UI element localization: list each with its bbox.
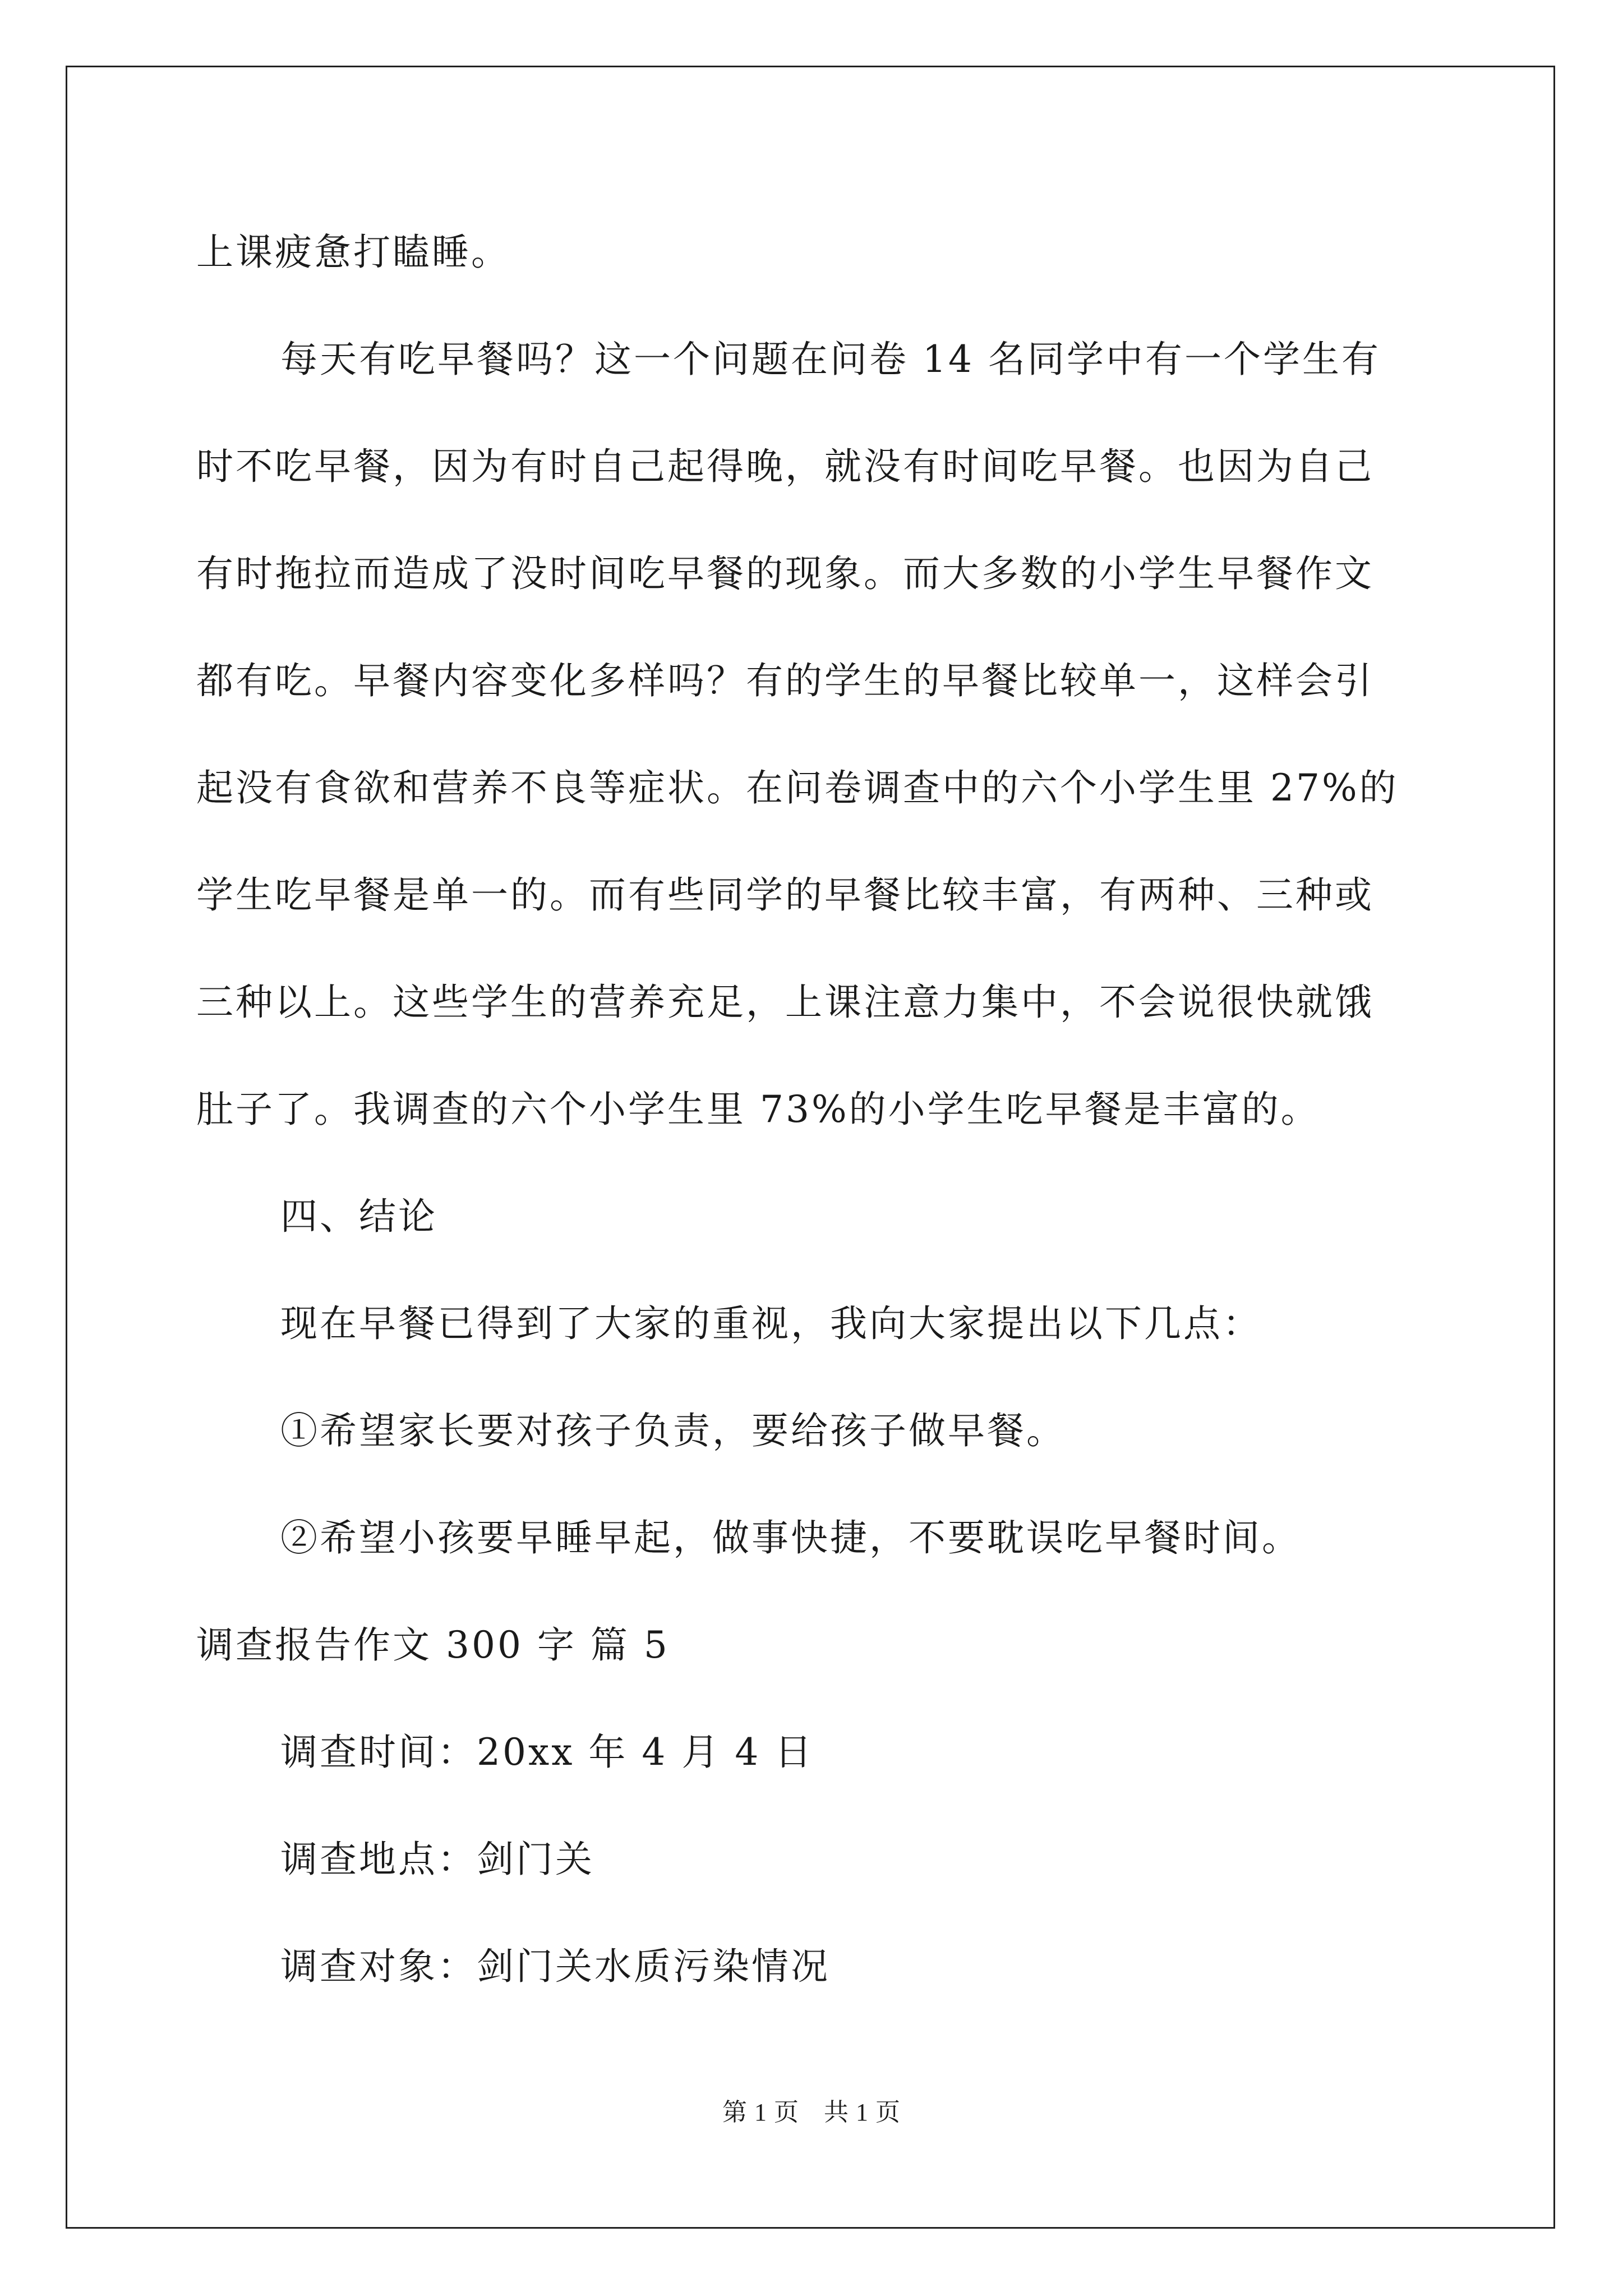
page-number: 第 1 页 <box>722 2099 799 2126</box>
paragraph-line: 现在早餐已得到了大家的重视，我向大家提出以下几点： <box>280 1302 1262 1345</box>
survey-time: 调查时间：20xx 年 4 月 4 日 <box>280 1731 814 1774</box>
paragraph-line: 每天有吃早餐吗？这一个问题在问卷 14 名同学中有一个学生有 <box>280 338 1381 381</box>
list-item: ②希望小孩要早睡早起，做事快捷，不要耽误吃早餐时间。 <box>280 1516 1301 1559</box>
paragraph-line: 起没有食欲和营养不良等症状。在问卷调查中的六个小学生里 27%的 <box>196 766 1399 809</box>
article-title: 调查报告作文 300 字 篇 5 <box>196 1623 670 1667</box>
paragraph-line: 学生吃早餐是单一的。而有些同学的早餐比较丰富，有两种、三种或 <box>196 873 1374 917</box>
paragraph-line: 上课疲惫打瞌睡。 <box>196 231 510 274</box>
paragraph-line: 三种以上。这些学生的营养充足，上课注意力集中，不会说很快就饿 <box>196 981 1374 1024</box>
page-border <box>66 66 1555 2229</box>
survey-location: 调查地点：剑门关 <box>280 1838 594 1881</box>
page-total: 共 1 页 <box>824 2099 901 2126</box>
paragraph-line: 肚子了。我调查的六个小学生里 73%的小学生吃早餐是丰富的。 <box>196 1088 1320 1131</box>
list-item: ①希望家长要对孩子负责，要给孩子做早餐。 <box>280 1409 1066 1452</box>
paragraph-line: 时不吃早餐，因为有时自己起得晚，就没有时间吃早餐。也因为自己 <box>196 445 1374 488</box>
survey-subject: 调查对象：剑门关水质污染情况 <box>280 1945 830 1988</box>
paragraph-line: 有时拖拉而造成了没时间吃早餐的现象。而大多数的小学生早餐作文 <box>196 552 1374 595</box>
paragraph-line: 都有吃。早餐内容变化多样吗？有的学生的早餐比较单一，这样会引 <box>196 659 1374 702</box>
page-footer <box>0 2097 1623 2128</box>
section-heading: 四、结论 <box>280 1195 437 1238</box>
